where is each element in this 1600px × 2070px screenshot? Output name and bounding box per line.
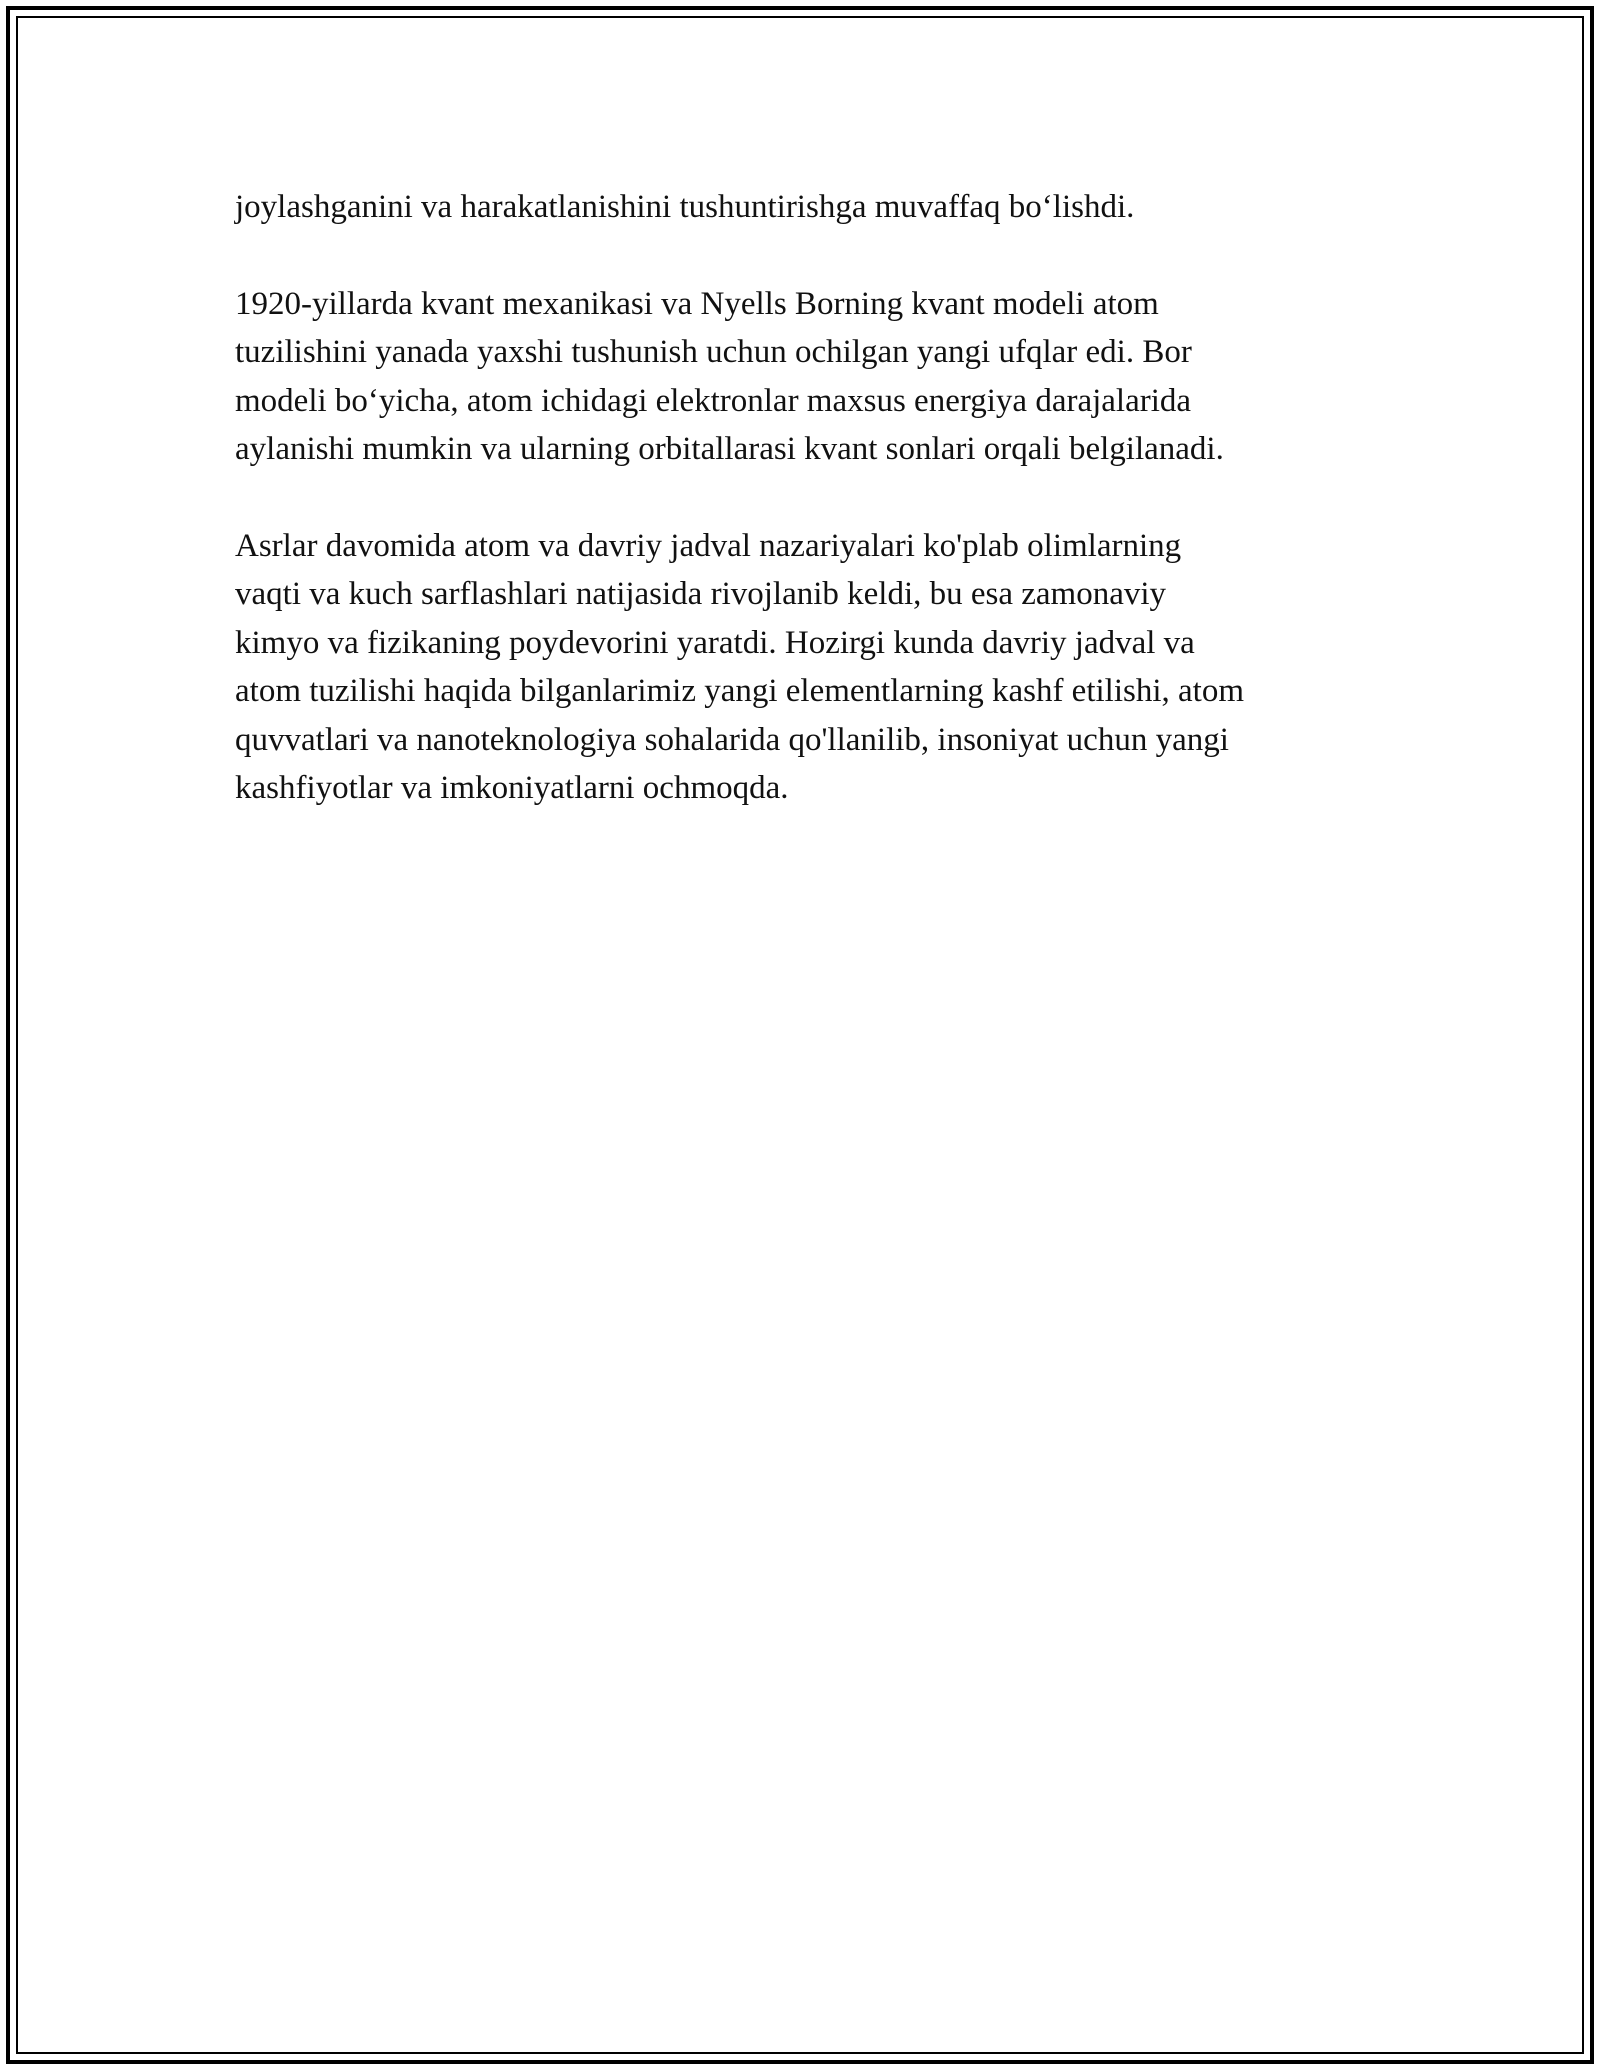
text-line: joylashganini va harakatlanishini tushuntirishga muvaffaq bo‘lishdi. (235, 189, 1135, 225)
text-line: 1920-yillarda kvant mexanikasi va Nyells Borning kvant modeli atom (235, 285, 1159, 322)
text-line: kimyo va fizikaning poydevorini yaratdi. Hozirgi kunda davriy jadval va (235, 624, 1195, 661)
text-line: Asrlar davomida atom va davriy jadval nazariyalari ko'plab olimlarning (235, 527, 1182, 564)
text-line: modeli bo‘yicha, atom ichidagi elektronlar maxsus energiya darajalarida (235, 382, 1192, 419)
text-line: vaqti va kuch sarflashlari natijasida rivojlanib keldi, bu esa zamonaviy (235, 576, 1167, 612)
paragraph-3 (235, 522, 1365, 813)
text-line: kashfiyotlar va imkoniyatlarni ochmoqda. (235, 770, 789, 806)
text-line: tuzilishini yanada yaxshi tushunish uchun ochilgan yangi ufqlar edi. Bor (235, 334, 1192, 370)
text-line: quvvatlari va nanoteknologiya sohalarida qo'llanilib, insoniyat uchun yangi (235, 721, 1229, 758)
text-line: aylanishi mumkin va ularning orbitallarasi kvant sonlari orqali belgilanadi. (235, 431, 1224, 467)
paragraph-1 (235, 183, 1365, 232)
document-body (235, 183, 1365, 861)
paragraph-2 (235, 280, 1365, 474)
text-line: atom tuzilishi haqida bilganlarimiz yangi elementlarning kashf etilishi, atom (235, 673, 1244, 709)
